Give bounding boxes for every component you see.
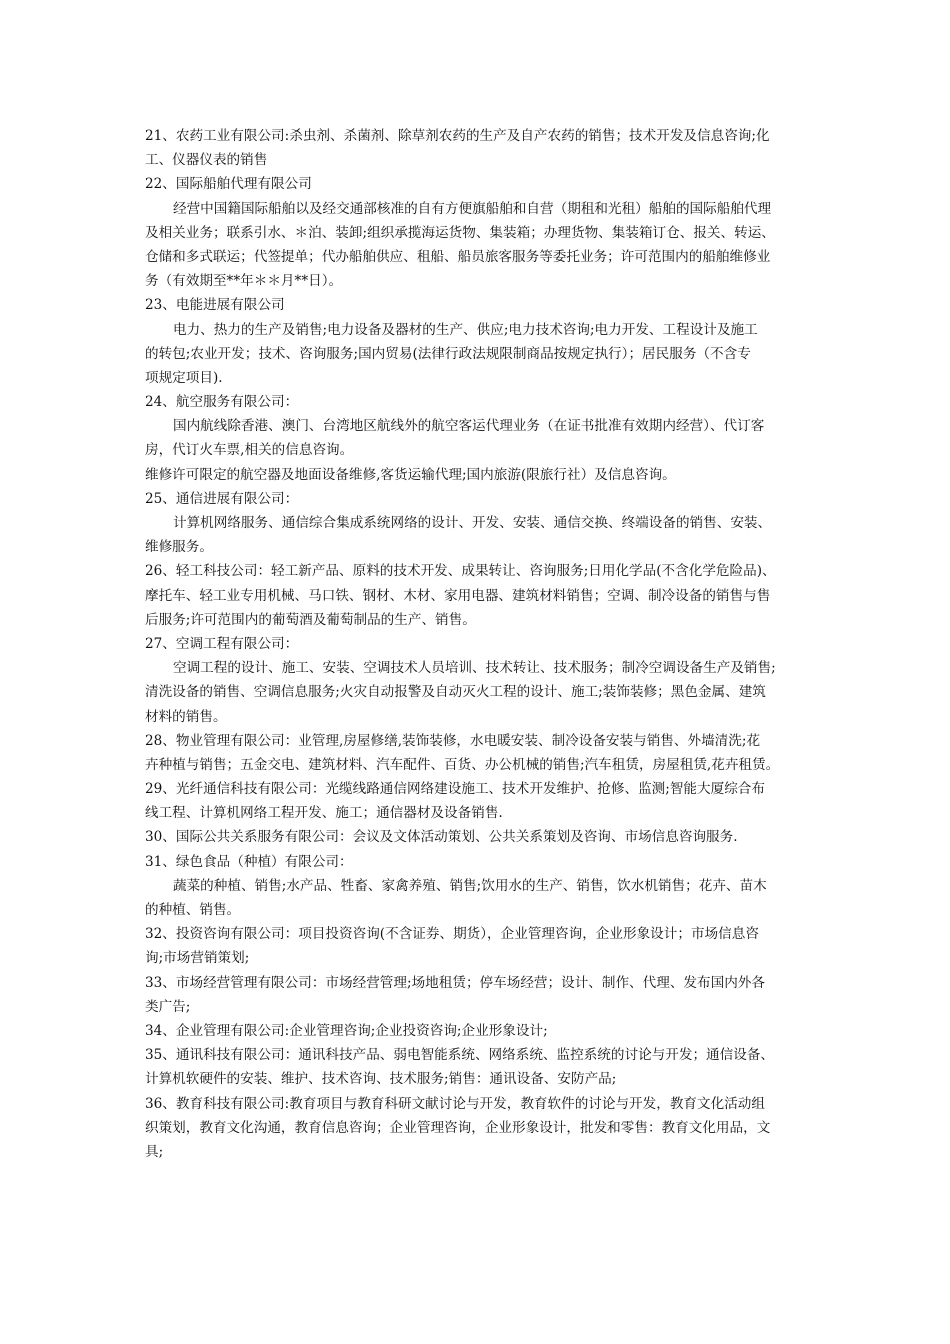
text-line: 材料的销售。: [145, 708, 227, 725]
text-line: 线工程、计算机网络工程开发、施工；通信器材及设备销售.: [145, 805, 503, 822]
text-line: 询;市场营销策划;: [145, 950, 250, 967]
text-line: 维修服务。: [145, 539, 213, 556]
text-line: 国内航线除香港、澳门、台湾地区航线外的航空客运代理业务（在证书批准有效期内经营）、代订客: [173, 418, 765, 435]
text-line: 计算机网络服务、通信综合集成系统网络的设计、开发、安装、通信交换、终端设备的销售、安装、: [173, 515, 772, 531]
text-line: 计算机软硬件的安装、维护、技术咨询、技术服务;销售：通讯设备、安防产品;: [145, 1071, 617, 1088]
text-line: 卉种植与销售；五金交电、建筑材料、汽车配件、百货、办公机械的销售;汽车租赁，房屋租赁,花卉租赁。: [145, 756, 780, 773]
text-line: 类广告;: [145, 998, 191, 1015]
text-line: 21、农药工业有限公司:杀虫剂、杀菌剂、除草剂农药的生产及自产农药的销售；技术开发及信息咨询;化: [145, 128, 770, 144]
text-line: 29、光纤通信科技有限公司：光缆线路通信网络建设施工、技术开发维护、抢修、监测;智能大厦综合布: [145, 781, 765, 798]
text-line: 26、轻工科技公司：轻工新产品、原料的技术开发、成果转让、咨询服务;日用化学品(不含化学危险品)、: [145, 563, 776, 580]
text-line: 房，代订火车票,相关的信息咨询。: [145, 442, 354, 459]
text-line: 24、航空服务有限公司：: [145, 394, 299, 411]
text-line: 25、通信进展有限公司：: [145, 490, 299, 507]
text-line: 28、物业管理有限公司：业管理,房屋修缮,装饰装修，水电暖安装、制冷设备安装与销售、外墙清洗;花: [145, 732, 761, 749]
text-line: 33、市场经营管理有限公司：市场经营管理;场地租赁；停车场经营；设计、制作、代理、发布国内外各: [145, 974, 765, 991]
text-line: 及相关业务；联系引水、＊泊、装卸;组织承揽海运货物、集装箱；办理货物、集装箱订仓、报关、转运、: [145, 224, 775, 241]
text-line: 清洗设备的销售、空调信息服务;火灾自动报警及自动灭火工程的设计、施工;装饰装修；黑色金属、建筑: [145, 684, 766, 701]
text-line: 电力、热力的生产及销售;电力设备及器材的生产、供应;电力技术咨询;电力开发、工程设计及施工: [173, 321, 758, 338]
text-line: 32、投资咨询有限公司：项目投资咨询(不含证券、期货），企业管理咨询，企业形象设计；市场信息咨: [145, 926, 759, 943]
text-line: 空调工程的设计、施工、安装、空调技术人员培训、技术转让、技术服务；制冷空调设备生产及销售;: [173, 660, 776, 677]
text-line: 经营中国籍国际船舶以及经交通部核准的自有方便旗船舶和自营（期租和光租）船舶的国际船舶代理: [173, 200, 772, 217]
text-line: 摩托车、轻工业专用机械、马口铁、钢材、木材、家用电器、建筑材料销售；空调、制冷设备的销售与售: [145, 587, 771, 604]
text-line: 35、通讯科技有限公司：通讯科技产品、弱电智能系统、网络系统、监控系统的讨论与开发；通信设备、: [145, 1047, 775, 1064]
text-line: 具;: [145, 1143, 164, 1160]
text-line: 后服务;许可范围内的葡萄酒及葡萄制品的生产、销售。: [145, 611, 476, 628]
text-line: 的种植、销售。: [145, 902, 241, 918]
text-line: 务（有效期至**年＊＊月**日）。: [145, 273, 343, 290]
text-line: 的转包;农业开发；技术、咨询服务;国内贸易(法律行政法规限制商品按规定执行）；居民服务（不含专: [145, 345, 751, 362]
text-line: 维修许可限定的航空器及地面设备维修,客货运输代理;国内旅游(限旅行社）及信息咨询。: [145, 466, 676, 483]
text-line: 织策划，教育文化沟通，教育信息咨询；企业管理咨询，企业形象设计，批发和零售：教育文化用品，文: [145, 1119, 771, 1136]
document-body: [145, 124, 810, 1164]
text-line: 31、绿色食品（种植）有限公司：: [145, 853, 353, 870]
text-line: 27、空调工程有限公司：: [145, 635, 299, 652]
text-line: 仓储和多式联运；代签提单；代办船舶供应、租船、船员旅客服务等委托业务；许可范围内的船舶维修业: [145, 248, 771, 265]
text-line: 项规定项目).: [145, 369, 223, 386]
text-line: 30、国际公共关系服务有限公司：会议及文体活动策划、公共关系策划及咨询、市场信息咨询服务.: [145, 829, 738, 846]
text-line: 22、国际船舶代理有限公司: [145, 176, 312, 193]
text-line: 工、仪器仪表的销售: [145, 152, 268, 169]
text-line: 36、教育科技有限公司:教育项目与教育科研文献讨论与开发，教育软件的讨论与开发，教育文化活动组: [145, 1095, 765, 1112]
text-line: 23、电能进展有限公司: [145, 297, 285, 314]
text-line: 34、企业管理有限公司:企业管理咨询;企业投资咨询;企业形象设计;: [145, 1022, 548, 1039]
text-line: 蔬菜的种植、销售;水产品、牲畜、家禽养殖、销售;饮用水的生产、销售，饮水机销售；花卉、苗木: [173, 877, 767, 894]
